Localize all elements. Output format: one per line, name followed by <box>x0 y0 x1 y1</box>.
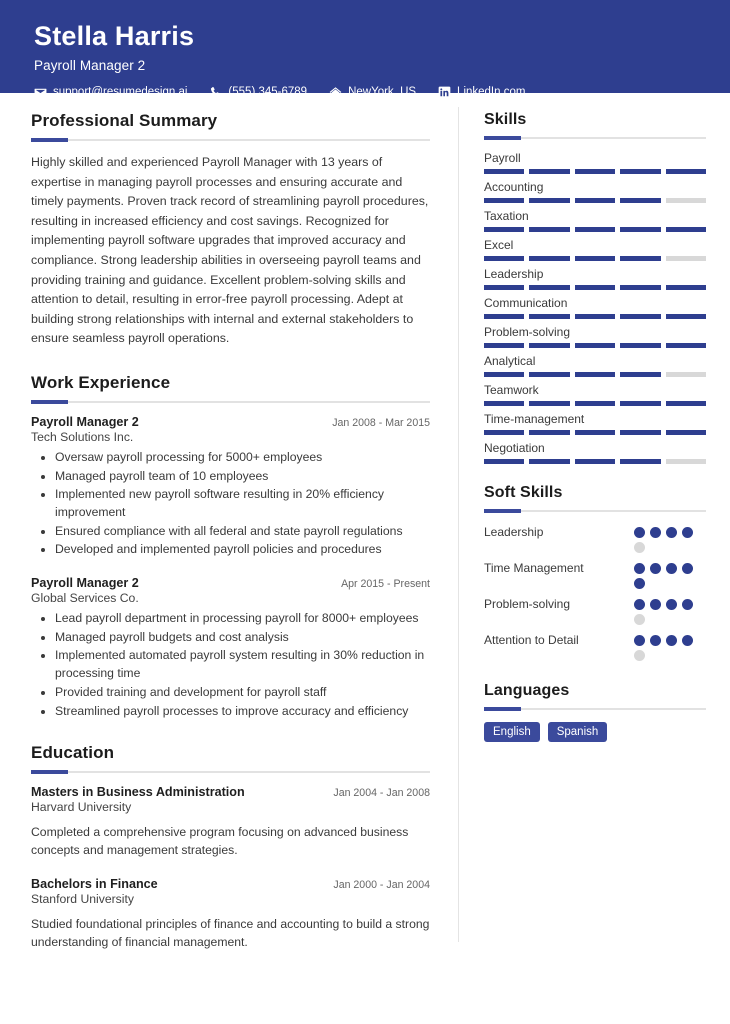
soft-skill-rating <box>634 596 706 625</box>
skill-label: Payroll <box>484 151 521 165</box>
skill-level-bar <box>484 169 706 174</box>
skill-label: Taxation <box>484 209 529 223</box>
skill-row <box>484 412 706 435</box>
education-date: Jan 2004 - Jan 2008 <box>333 787 430 800</box>
skill-level-bar <box>484 285 706 290</box>
experience-entry <box>31 576 430 720</box>
experience-entry <box>31 415 430 559</box>
soft-skill-row <box>484 560 706 589</box>
education-date: Jan 2000 - Jan 2004 <box>333 878 430 891</box>
skill-row <box>484 354 706 377</box>
section-rule <box>31 139 430 141</box>
soft-skill-row <box>484 596 706 625</box>
skill-label: Accounting <box>484 180 544 194</box>
candidate-job-title: Payroll Manager 2 <box>34 57 146 73</box>
soft-skill-label: Time Management <box>484 561 584 575</box>
soft-skill-rating <box>634 560 706 589</box>
skill-label: Time-management <box>484 412 585 426</box>
skill-level-segment <box>575 256 615 261</box>
skill-row <box>484 238 706 261</box>
summary-text: Highly skilled and experienced Payroll Manager with 13 years of expertise in managing payroll processes and ensuring accurate and timely payments. Proven track record of streamlining payroll procedures, resulting in increased efficiency and cost savings. Recognized for implementing payroll software upgrades that improved accuracy and compliance. Strong leadership abilities in overseeing payroll teams and providing training and guidance. Excellent problem-solving skills and attention to detail, resulting in error-free payroll processing. Adept at building strong relationships with internal and external stakeholders to ensure seamless payroll operations. <box>31 155 429 346</box>
skill-level-segment <box>529 430 569 435</box>
skill-level-bar <box>484 227 706 232</box>
skill-row <box>484 325 706 348</box>
rating-dot <box>650 635 661 646</box>
skill-level-segment <box>575 401 615 406</box>
skill-label: Teamwork <box>484 383 539 397</box>
experience-organization: Tech Solutions Inc. <box>31 429 134 444</box>
skill-level-segment <box>666 227 706 232</box>
education-entry <box>31 877 430 952</box>
resume-header <box>0 0 730 99</box>
soft-skill-rating <box>634 632 706 661</box>
skill-level-segment <box>620 343 660 348</box>
skill-level-segment <box>529 285 569 290</box>
rating-dot <box>634 599 645 610</box>
skill-level-bar <box>484 256 706 261</box>
skill-level-segment <box>620 372 660 377</box>
skill-level-segment <box>484 256 524 261</box>
rating-dot <box>682 527 693 538</box>
language-chip[interactable]: English <box>484 722 540 742</box>
experience-entry-header <box>31 415 430 429</box>
education-school: Harvard University <box>31 800 132 815</box>
contact-location-text: NewYork, US <box>348 86 417 99</box>
skill-level-segment <box>529 227 569 232</box>
skill-level-segment <box>666 459 706 464</box>
skill-level-segment <box>575 430 615 435</box>
skill-level-segment <box>484 372 524 377</box>
skill-level-segment <box>575 285 615 290</box>
soft-skill-row <box>484 632 706 661</box>
skill-row <box>484 209 706 232</box>
skill-level-segment <box>529 256 569 261</box>
list-item: • Oversaw payroll processing for 5000+ employees <box>55 449 430 467</box>
skill-level-segment <box>484 198 524 203</box>
skills-list <box>484 151 706 464</box>
skill-level-segment <box>575 459 615 464</box>
skill-level-segment <box>575 227 615 232</box>
resume-body <box>0 93 730 954</box>
skill-label: Analytical <box>484 354 536 368</box>
skill-level-bar <box>484 314 706 319</box>
soft-skill-label: Attention to Detail <box>484 633 579 647</box>
section-title-education: Education <box>31 743 115 763</box>
section-rule <box>484 510 706 512</box>
list-item: • Provided training and development for payroll staff <box>55 684 430 702</box>
list-item: • Managed payroll budgets and cost analysis <box>55 629 430 647</box>
skill-level-segment <box>529 343 569 348</box>
contact-phone-text: (555) 345-6789 <box>228 86 308 99</box>
skill-level-segment <box>575 314 615 319</box>
skill-level-segment <box>620 256 660 261</box>
education-degree: Masters in Business Administration <box>31 785 245 800</box>
skill-level-segment <box>666 169 706 174</box>
section-title-skills: Skills <box>484 111 527 128</box>
soft-skill-label: Problem-solving <box>484 597 571 611</box>
candidate-name: Stella Harris <box>34 21 195 51</box>
skill-level-segment <box>529 314 569 319</box>
skill-level-segment <box>484 227 524 232</box>
list-item: • Developed and implemented payroll policies and procedures <box>55 541 430 559</box>
skill-label: Negotiation <box>484 441 545 455</box>
contact-email-text: support@resumedesign.ai <box>53 86 188 99</box>
rating-dot <box>634 578 645 589</box>
skill-level-bar <box>484 198 706 203</box>
skill-level-segment <box>575 169 615 174</box>
list-item: • Managed payroll team of 10 employees <box>55 468 430 486</box>
skill-level-segment <box>620 459 660 464</box>
section-rule <box>484 137 706 139</box>
skill-level-segment <box>666 198 706 203</box>
section-education <box>31 743 430 951</box>
skill-row <box>484 296 706 319</box>
skill-level-segment <box>529 169 569 174</box>
section-languages <box>484 682 706 742</box>
experience-organization: Global Services Co. <box>31 591 139 606</box>
rating-dot <box>666 599 677 610</box>
soft-skill-row <box>484 524 706 553</box>
rating-dot <box>682 599 693 610</box>
skill-level-segment <box>575 372 615 377</box>
section-skills <box>484 111 706 464</box>
section-rule <box>31 771 430 773</box>
skill-level-segment <box>529 401 569 406</box>
rating-dot <box>666 635 677 646</box>
skill-level-segment <box>620 198 660 203</box>
experience-date: Apr 2015 - Present <box>341 578 430 591</box>
list-item: • Lead payroll department in processing payroll for 8000+ employees <box>55 610 430 628</box>
skill-level-segment <box>575 343 615 348</box>
soft-skill-rating <box>634 524 706 553</box>
skill-level-segment <box>666 343 706 348</box>
skill-level-bar <box>484 343 706 348</box>
skill-level-segment <box>529 372 569 377</box>
rating-dot <box>650 527 661 538</box>
soft-skill-label: Leadership <box>484 525 544 539</box>
rating-dot <box>650 599 661 610</box>
soft-skills-list <box>484 524 706 661</box>
skill-level-segment <box>484 285 524 290</box>
section-professional-summary <box>31 111 430 349</box>
skill-level-bar <box>484 430 706 435</box>
rating-dot <box>682 563 693 574</box>
languages-list <box>484 722 706 742</box>
rating-dot <box>634 614 645 625</box>
skill-row <box>484 441 706 464</box>
education-description: Completed a comprehensive program focusing on advanced business concepts and management strategies. <box>31 825 409 858</box>
education-entry <box>31 785 430 860</box>
skill-level-segment <box>620 401 660 406</box>
education-description: Studied foundational principles of finance and accounting to build a strong understanding of financial management. <box>31 916 430 950</box>
skill-level-segment <box>484 169 524 174</box>
rating-dot <box>634 527 645 538</box>
sidebar-column <box>459 93 730 742</box>
language-chip[interactable]: Spanish <box>548 722 608 742</box>
experience-role: Payroll Manager 2 <box>31 414 139 429</box>
list-item: • Implemented automated payroll system resulting in 30% reduction in processing time <box>55 647 430 682</box>
experience-entry-header <box>31 576 430 590</box>
skill-level-segment <box>620 430 660 435</box>
skill-row <box>484 383 706 406</box>
skill-level-segment <box>666 285 706 290</box>
experience-bullets <box>31 449 430 559</box>
skill-level-segment <box>666 430 706 435</box>
section-title-soft-skills: Soft Skills <box>484 484 563 501</box>
skill-level-segment <box>666 314 706 319</box>
rating-dot <box>634 563 645 574</box>
skill-level-segment <box>484 430 524 435</box>
rating-dot <box>634 650 645 661</box>
skill-row <box>484 267 706 290</box>
rating-dot <box>666 563 677 574</box>
section-work-experience <box>31 373 430 720</box>
skill-level-bar <box>484 372 706 377</box>
experience-role: Payroll Manager 2 <box>31 576 139 591</box>
rating-dot <box>634 635 645 646</box>
skill-label: Communication <box>484 296 568 310</box>
skill-level-segment <box>484 343 524 348</box>
skill-level-segment <box>666 372 706 377</box>
skill-level-segment <box>529 198 569 203</box>
rating-dot <box>650 563 661 574</box>
list-item: • Implemented new payroll software resulting in 20% efficiency improvement <box>55 486 430 521</box>
skill-label: Problem-solving <box>484 325 571 339</box>
skill-row <box>484 180 706 203</box>
skill-level-segment <box>575 198 615 203</box>
skill-level-bar <box>484 459 706 464</box>
education-degree: Bachelors in Finance <box>31 876 158 891</box>
experience-bullets <box>31 610 430 720</box>
skill-row <box>484 151 706 174</box>
main-column <box>0 93 458 954</box>
skill-level-segment <box>620 314 660 319</box>
contact-linkedin-text: LinkedIn.com <box>457 86 526 99</box>
education-school: Stanford University <box>31 891 134 906</box>
skill-level-segment <box>484 401 524 406</box>
section-rule <box>484 708 706 710</box>
education-entry-header <box>31 785 430 799</box>
list-item: • Ensured compliance with all federal and state payroll regulations <box>55 523 430 541</box>
section-title-experience: Work Experience <box>31 372 171 392</box>
skill-level-segment <box>620 285 660 290</box>
rating-dot <box>666 527 677 538</box>
education-entry-header <box>31 877 430 891</box>
skill-level-segment <box>484 459 524 464</box>
skill-label: Excel <box>484 238 514 252</box>
skill-level-segment <box>529 459 569 464</box>
skill-level-segment <box>484 314 524 319</box>
skill-level-bar <box>484 401 706 406</box>
section-rule <box>31 401 430 403</box>
experience-date: Jan 2008 - Mar 2015 <box>332 416 430 429</box>
skill-level-segment <box>666 401 706 406</box>
rating-dot <box>634 542 645 553</box>
section-title-summary: Professional Summary <box>31 111 218 130</box>
rating-dot <box>682 635 693 646</box>
skill-level-segment <box>666 256 706 261</box>
skill-level-segment <box>620 169 660 174</box>
section-title-languages: Languages <box>484 682 570 699</box>
list-item: • Streamlined payroll processes to improve accuracy and efficiency <box>55 703 430 721</box>
skill-level-segment <box>620 227 660 232</box>
section-soft-skills <box>484 484 706 661</box>
skill-label: Leadership <box>484 267 544 281</box>
